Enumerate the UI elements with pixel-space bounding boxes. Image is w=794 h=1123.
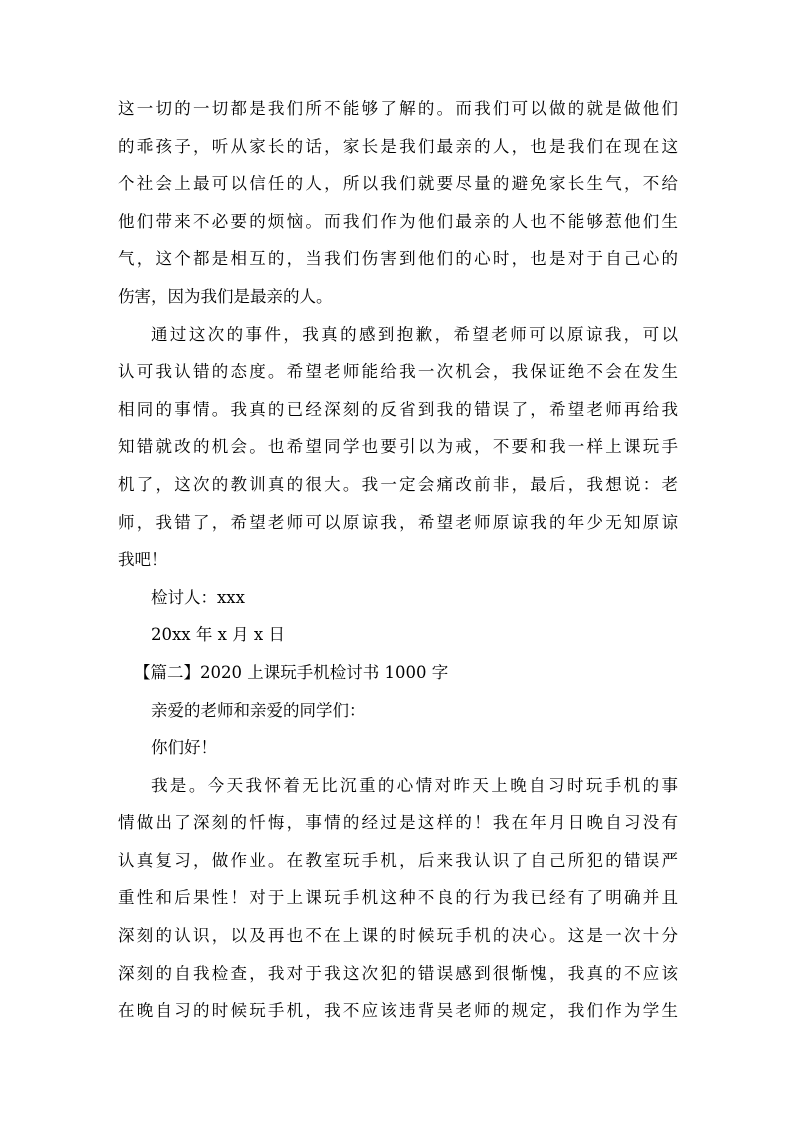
text-line: 机了，这次的教训真的很大。我一定会痛改前非，最后，我想说：老 bbox=[118, 474, 678, 494]
text-line: 个社会上最可以信任的人，所以我们就要尽量的避免家长生气，不给 bbox=[118, 174, 678, 194]
paragraph-1 bbox=[118, 90, 678, 316]
text-line: 在晚自习的时候玩手机，我不应该违背吴老师的规定，我们作为学生 bbox=[118, 1001, 678, 1021]
document-body bbox=[118, 90, 678, 1030]
greeting: 你们好！ bbox=[151, 738, 217, 758]
text-line: 的乖孩子，听从家长的话，家长是我们最亲的人，也是我们在现在这 bbox=[118, 136, 678, 156]
text-line: 伤害，因为我们是最亲的人。 bbox=[118, 286, 333, 306]
text-line: 深刻的自我检查，我对于我这次犯的错误感到很惭愧，我真的不应该 bbox=[118, 963, 678, 983]
text-line: 这一切的一切都是我们所不能够了解的。而我们可以做的就是做他们 bbox=[118, 99, 678, 118]
text-line: 师，我错了，希望老师可以原谅我，希望老师原谅我的年少无知原谅 bbox=[118, 512, 678, 532]
text-line: 深刻的认识，以及再也不在上课的时候玩手机的决心。这是一次十分 bbox=[118, 926, 678, 946]
text-line: 情做出了深刻的忏悔，事情的经过是这样的！我在年月日晚自习没有 bbox=[118, 813, 678, 833]
text-line: 相同的事情。我真的已经深刻的反省到我的错误了，希望老师再给我 bbox=[118, 399, 678, 419]
text-line: 他们带来不必要的烦恼。而我们作为他们最亲的人也不能够惹他们生 bbox=[118, 211, 678, 231]
section-title: 【篇二】2020 上课玩手机检讨书 1000 字 bbox=[134, 662, 449, 682]
text-line: 认真复习，做作业。在教室玩手机，后来我认识了自己所犯的错误严 bbox=[118, 850, 678, 870]
signature: 检讨人：xxx bbox=[151, 587, 245, 607]
salutation: 亲爱的老师和亲爱的同学们： bbox=[151, 700, 366, 720]
text-line: 我吧！ bbox=[118, 550, 168, 570]
text-line: 重性和后果性！对于上课玩手机这种不良的行为我已经有了明确并且 bbox=[118, 888, 678, 908]
paragraph-3 bbox=[118, 767, 678, 1030]
date: 20xx 年 x 月 x 日 bbox=[151, 625, 285, 645]
text-line: 气，这个都是相互的，当我们伤害到他们的心时，也是对于自己心的 bbox=[118, 249, 678, 269]
text-line: 认可我认错的态度。希望老师能给我一次机会，我保证绝不会在发生 bbox=[118, 362, 678, 382]
text-line: 知错就改的机会。也希望同学也要引以为戒，不要和我一样上课玩手 bbox=[118, 437, 678, 457]
paragraph-2 bbox=[118, 316, 678, 579]
text-line: 通过这次的事件，我真的感到抱歉，希望老师可以原谅我，可以 bbox=[151, 324, 678, 344]
text-line: 我是。今天我怀着无比沉重的心情对昨天上晚自习时玩手机的事 bbox=[151, 775, 678, 795]
